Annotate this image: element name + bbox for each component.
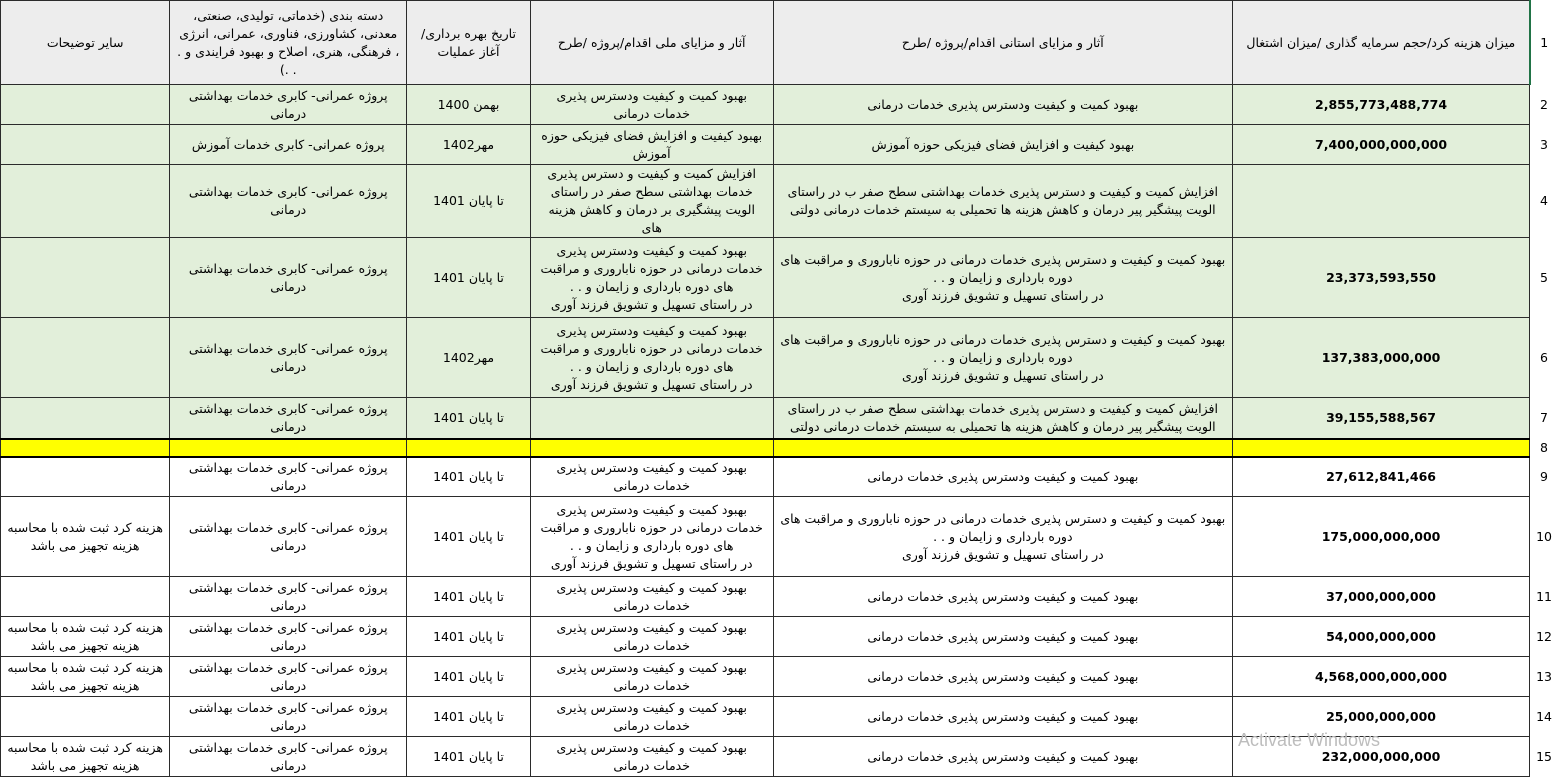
cell-provincial[interactable]: افزایش کمیت و کیفیت و دسترس پذیری خدمات بهداشتی سطح صفر ب در راستای الویت پیشگیر پیر درمان و کاهش هزینه ها تحمیلی به سیستم خدمات درمانی دولتی: [773, 398, 1232, 439]
cell-provincial[interactable]: بهبود کمیت و کیفیت ودسترس پذیری خدمات درمانی: [773, 657, 1232, 697]
cell-date[interactable]: مهر1402: [407, 125, 531, 165]
cell-date[interactable]: تا پایان 1401: [407, 577, 531, 617]
cell-notes[interactable]: هزینه کرد ثبت شده با محاسبه هزینه تجهیز می باشد: [1, 657, 170, 697]
table-row: [1, 697, 1558, 737]
cell-date[interactable]: تا پایان 1401: [407, 497, 531, 577]
cell-notes[interactable]: هزینه کرد ثبت شده با محاسبه هزینه تجهیز می باشد: [1, 737, 170, 777]
cell-national[interactable]: بهبود کمیت و کیفیت ودسترس پذیری خدمات درمانی: [530, 457, 773, 497]
cell-cost[interactable]: 137,383,000,000: [1233, 318, 1530, 398]
row-number[interactable]: 10: [1530, 497, 1558, 577]
header-cost[interactable]: میزان هزینه کرد/حجم سرمایه گذاری /میزان اشتغال: [1233, 1, 1530, 85]
cell-cost[interactable]: [1233, 165, 1530, 238]
cell-provincial[interactable]: بهبود کمیت و کیفیت و دسترس پذیری خدمات درمانی در حوزه ناباروری و مراقبت های دوره بارداری و زایمان و . . در راستای تسهیل و تشویق فرزند آوری: [773, 318, 1232, 398]
cell-provincial[interactable]: بهبود کمیت و کیفیت ودسترس پذیری خدمات درمانی: [773, 617, 1232, 657]
cell-national[interactable]: بهبود کمیت و کیفیت ودسترس پذیری خدمات درمانی در حوزه ناباروری و مراقبت های دوره بارداری و زایمان و . . در راستای تسهیل و تشویق فرزند آوری: [530, 238, 773, 318]
header-date[interactable]: تاریخ بهره برداری/آغاز عملیات: [407, 1, 531, 85]
table-row: [1, 318, 1558, 398]
cell-national[interactable]: بهبود کمیت و کیفیت ودسترس پذیری خدمات درمانی در حوزه ناباروری و مراقبت های دوره بارداری و زایمان و . . در راستای تسهیل و تشویق فرزند آوری: [530, 318, 773, 398]
row-number[interactable]: 8: [1530, 439, 1558, 457]
cell-cost[interactable]: 4,568,000,000,000: [1233, 657, 1530, 697]
cell-notes[interactable]: [1, 318, 170, 398]
table-row: [1, 85, 1558, 125]
cell-cost[interactable]: 54,000,000,000: [1233, 617, 1530, 657]
cell-provincial[interactable]: بهبود کمیت و کیفیت ودسترس پذیری خدمات درمانی: [773, 85, 1232, 125]
cell-notes[interactable]: [1, 577, 170, 617]
row-number[interactable]: 9: [1530, 457, 1558, 497]
cell-category[interactable]: پروژه عمرانی- کابری خدمات بهداشتی درمانی: [170, 497, 407, 577]
cell-category[interactable]: پروژه عمرانی- کابری خدمات بهداشتی درمانی: [170, 85, 407, 125]
cell-notes[interactable]: [1, 238, 170, 318]
cell-date[interactable]: تا پایان 1401: [407, 457, 531, 497]
cell-category[interactable]: پروژه عمرانی- کابری خدمات بهداشتی درمانی: [170, 238, 407, 318]
header-category[interactable]: دسته بندی (خدماتی، تولیدی، صنعتی، معدنی، کشاورزی، فناوری، عمرانی، انرژی ، فرهنگی، هنری، اصلاح و بهبود فرایندی و . . .): [170, 1, 407, 85]
separator-row: [1, 439, 1558, 457]
cell-cost[interactable]: 25,000,000,000: [1233, 697, 1530, 737]
activate-windows-watermark: Activate Windows: [1238, 730, 1380, 751]
cell-national[interactable]: بهبود کیفیت و افزایش فضای فیزیکی حوزه آموزش: [530, 125, 773, 165]
cell-category[interactable]: پروژه عمرانی- کابری خدمات بهداشتی درمانی: [170, 737, 407, 777]
separator-cell[interactable]: [170, 439, 407, 457]
cell-national[interactable]: بهبود کمیت و کیفیت ودسترس پذیری خدمات درمانی در حوزه ناباروری و مراقبت های دوره بارداری و زایمان و . . در راستای تسهیل و تشویق فرزند آوری: [530, 497, 773, 577]
cell-notes[interactable]: [1, 165, 170, 238]
row-number[interactable]: 2: [1530, 85, 1558, 125]
cell-provincial[interactable]: بهبود کمیت و کیفیت ودسترس پذیری خدمات درمانی: [773, 737, 1232, 777]
cell-cost[interactable]: 7,400,000,000,000: [1233, 125, 1530, 165]
cell-notes[interactable]: [1, 398, 170, 439]
cell-national[interactable]: افزایش کمیت و کیفیت و دسترس پذیری خدمات بهداشتی سطح صفر در راستای الویت پیشگیری بر درمان و کاهش هزینه های: [530, 165, 773, 238]
cell-category[interactable]: پروژه عمرانی- کابری خدمات بهداشتی درمانی: [170, 657, 407, 697]
cell-cost[interactable]: 175,000,000,000: [1233, 497, 1530, 577]
cell-national[interactable]: بهبود کمیت و کیفیت ودسترس پذیری خدمات درمانی: [530, 85, 773, 125]
table-row: [1, 457, 1558, 497]
cell-cost[interactable]: 39,155,588,567: [1233, 398, 1530, 439]
cell-date[interactable]: تا پایان 1401: [407, 737, 531, 777]
cell-notes[interactable]: [1, 85, 170, 125]
cell-category[interactable]: پروژه عمرانی- کابری خدمات بهداشتی درمانی: [170, 697, 407, 737]
cell-provincial[interactable]: بهبود کمیت و کیفیت ودسترس پذیری خدمات درمانی: [773, 457, 1232, 497]
table-row: [1, 497, 1558, 577]
separator-cell[interactable]: [773, 439, 1232, 457]
row-number[interactable]: 12: [1530, 617, 1558, 657]
cell-date[interactable]: تا پایان 1401: [407, 398, 531, 439]
cell-notes[interactable]: [1, 697, 170, 737]
cell-category[interactable]: پروژه عمرانی- کابری خدمات بهداشتی درمانی: [170, 398, 407, 439]
cell-national[interactable]: [530, 398, 773, 439]
row-number[interactable]: 7: [1530, 398, 1558, 439]
table-row: [1, 125, 1558, 165]
cell-category[interactable]: پروژه عمرانی- کابری خدمات بهداشتی درمانی: [170, 318, 407, 398]
cell-date[interactable]: تا پایان 1401: [407, 657, 531, 697]
header-national[interactable]: آثار و مزایای ملی اقدام/پروژه /طرح: [530, 1, 773, 85]
separator-cell[interactable]: [1, 439, 170, 457]
cell-cost[interactable]: 232,000,000,000: [1233, 737, 1530, 777]
cell-national[interactable]: بهبود کمیت و کیفیت ودسترس پذیری خدمات درمانی: [530, 657, 773, 697]
cell-provincial[interactable]: بهبود کمیت و کیفیت ودسترس پذیری خدمات درمانی: [773, 577, 1232, 617]
row-number[interactable]: 14: [1530, 697, 1558, 737]
cell-date[interactable]: بهمن 1400: [407, 85, 531, 125]
table-row: [1, 165, 1558, 238]
separator-cell[interactable]: [1233, 439, 1530, 457]
cell-notes[interactable]: [1, 457, 170, 497]
table-row: [1, 238, 1558, 318]
cell-national[interactable]: بهبود کمیت و کیفیت ودسترس پذیری خدمات درمانی: [530, 577, 773, 617]
cell-provincial[interactable]: افزایش کمیت و کیفیت و دسترس پذیری خدمات بهداشتی سطح صفر ب در راستای الویت پیشگیر پیر درمان و کاهش هزینه ها تحمیلی به سیستم خدمات درمانی دولتی: [773, 165, 1232, 238]
cell-provincial[interactable]: بهبود کمیت و کیفیت و دسترس پذیری خدمات درمانی در حوزه ناباروری و مراقبت های دوره بارداری و زایمان و . . در راستای تسهیل و تشویق فرزند آوری: [773, 497, 1232, 577]
cell-category[interactable]: پروژه عمرانی- کابری خدمات بهداشتی درمانی: [170, 457, 407, 497]
cell-date[interactable]: تا پایان 1401: [407, 165, 531, 238]
separator-cell[interactable]: [407, 439, 531, 457]
row-number[interactable]: 3: [1530, 125, 1558, 165]
cell-category[interactable]: پروژه عمرانی- کابری خدمات بهداشتی درمانی: [170, 577, 407, 617]
cell-category[interactable]: پروژه عمرانی- کابری خدمات آموزش: [170, 125, 407, 165]
row-number[interactable]: 6: [1530, 318, 1558, 398]
cell-provincial[interactable]: بهبود کمیت و کیفیت و دسترس پذیری خدمات درمانی در حوزه ناباروری و مراقبت های دوره بارداری و زایمان و . . در راستای تسهیل و تشویق فرزند آوری: [773, 238, 1232, 318]
cell-national[interactable]: بهبود کمیت و کیفیت ودسترس پذیری خدمات درمانی: [530, 617, 773, 657]
header-notes[interactable]: سایر توضیحات: [1, 1, 170, 85]
header-provincial[interactable]: آثار و مزایای استانی اقدام/پروژه /طرح: [773, 1, 1232, 85]
row-number[interactable]: 11: [1530, 577, 1558, 617]
cell-cost[interactable]: 37,000,000,000: [1233, 577, 1530, 617]
cell-date[interactable]: تا پایان 1401: [407, 238, 531, 318]
cell-date[interactable]: مهر1402: [407, 318, 531, 398]
row-number[interactable]: 5: [1530, 238, 1558, 318]
cell-category[interactable]: پروژه عمرانی- کابری خدمات بهداشتی درمانی: [170, 617, 407, 657]
cell-date[interactable]: تا پایان 1401: [407, 697, 531, 737]
cell-category[interactable]: پروژه عمرانی- کابری خدمات بهداشتی درمانی: [170, 165, 407, 238]
cell-notes[interactable]: هزینه کرد ثبت شده با محاسبه هزینه تجهیز می باشد: [1, 497, 170, 577]
cell-provincial[interactable]: بهبود کمیت و کیفیت ودسترس پذیری خدمات درمانی: [773, 697, 1232, 737]
cell-provincial[interactable]: بهبود کیفیت و افزایش فضای فیزیکی حوزه آموزش: [773, 125, 1232, 165]
table-row: [1, 617, 1558, 657]
cell-date[interactable]: تا پایان 1401: [407, 617, 531, 657]
header-row: [1, 1, 1558, 85]
table-row: [1, 737, 1558, 777]
table-row: [1, 398, 1558, 439]
separator-cell[interactable]: [530, 439, 773, 457]
table-row: [1, 577, 1558, 617]
row-number[interactable]: 1: [1530, 1, 1558, 85]
cell-cost[interactable]: 27,612,841,466: [1233, 457, 1530, 497]
table-row: [1, 657, 1558, 697]
cell-notes[interactable]: هزینه کرد ثبت شده با محاسبه هزینه تجهیز می باشد: [1, 617, 170, 657]
cell-national[interactable]: بهبود کمیت و کیفیت ودسترس پذیری خدمات درمانی: [530, 737, 773, 777]
cell-national[interactable]: بهبود کمیت و کیفیت ودسترس پذیری خدمات درمانی: [530, 697, 773, 737]
cell-cost[interactable]: 2,855,773,488,774: [1233, 85, 1530, 125]
row-number[interactable]: 4: [1530, 165, 1558, 238]
row-number[interactable]: 15: [1530, 737, 1558, 777]
cell-notes[interactable]: [1, 125, 170, 165]
cell-cost[interactable]: 23,373,593,550: [1233, 238, 1530, 318]
row-number[interactable]: 13: [1530, 657, 1558, 697]
